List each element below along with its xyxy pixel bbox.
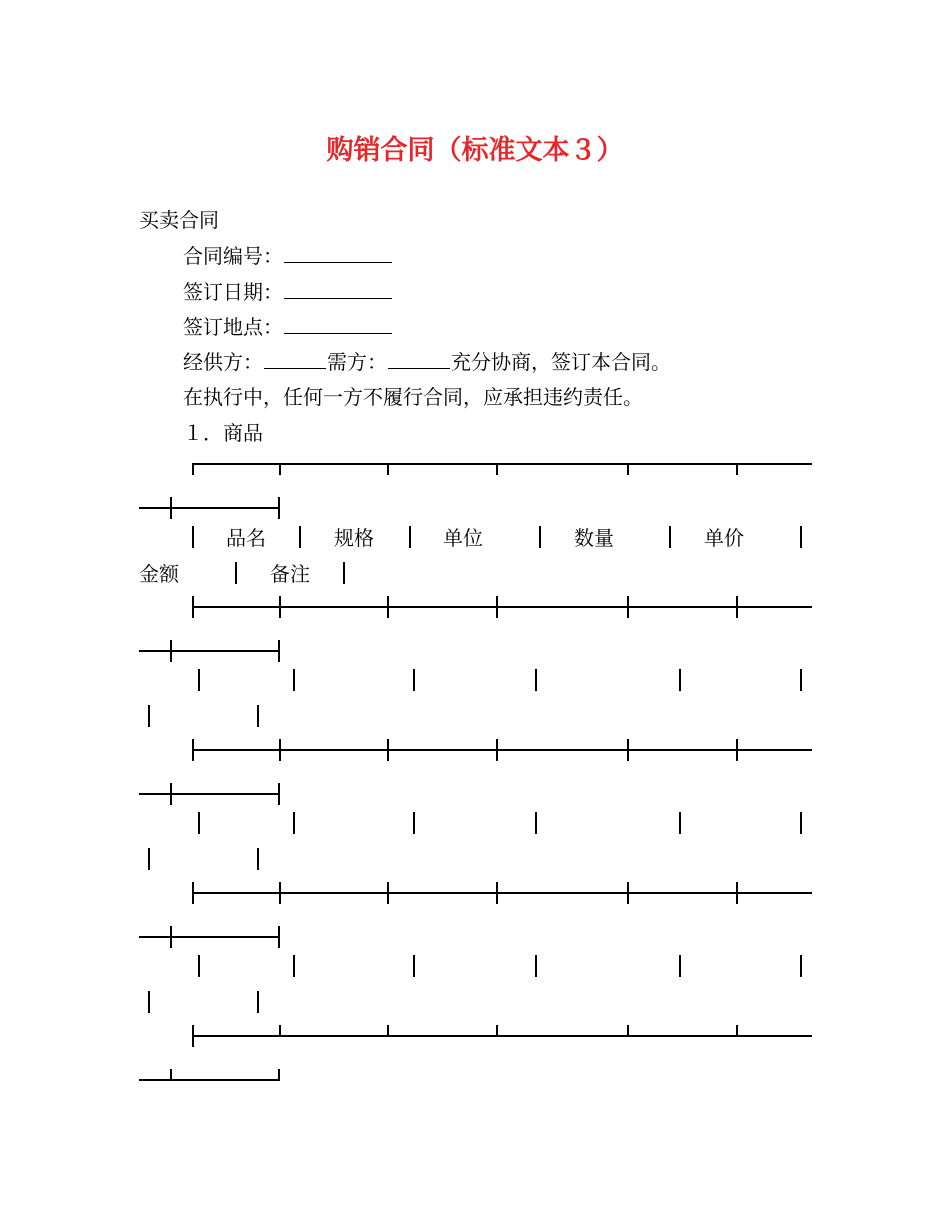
table-cell-border — [800, 669, 802, 691]
table-rule-tick — [736, 463, 738, 475]
table-rule-tick — [496, 1025, 498, 1037]
table-rule-tick — [496, 596, 498, 618]
table-rule-tick — [278, 497, 280, 519]
table-rule — [192, 463, 812, 465]
table-rule-tick — [496, 882, 498, 904]
table-cell-border — [235, 562, 237, 584]
table-rule-tick — [278, 783, 280, 805]
supplier-label: 经供方： — [183, 350, 263, 374]
table-rule-tick — [387, 596, 389, 618]
table-rule-tick — [279, 1025, 281, 1037]
table-rule-tick — [736, 739, 738, 761]
table-cell-border — [679, 812, 681, 834]
table-cell-border — [413, 955, 415, 977]
table-rule-tick — [627, 596, 629, 618]
header-cell-2: 单位 — [443, 526, 483, 550]
contract-no-label: 合同编号： — [183, 244, 283, 268]
sign-date-field[interactable] — [284, 280, 392, 299]
table-rule-tick — [627, 882, 629, 904]
table-rule-tick — [192, 463, 194, 475]
header-cell-4: 单价 — [704, 526, 744, 550]
table-cell-border — [293, 669, 295, 691]
table-cell-border — [257, 848, 259, 870]
table-cell-border — [413, 669, 415, 691]
table-rule-tick — [627, 463, 629, 475]
contract-no-field[interactable] — [284, 244, 392, 263]
table-rule-tick — [387, 1025, 389, 1037]
table-rule — [139, 650, 280, 652]
table-cell-border — [293, 812, 295, 834]
table-cell-border — [293, 955, 295, 977]
section-1-heading: １．商品 — [183, 421, 263, 445]
table-rule-tick — [278, 640, 280, 662]
table-cell-border — [669, 526, 671, 548]
table-cell-border — [148, 991, 150, 1013]
table-rule-tick — [170, 1069, 172, 1081]
table-cell-border — [299, 526, 301, 548]
table-cell-border — [535, 955, 537, 977]
contract-no-row — [183, 244, 393, 268]
header-cell-1: 规格 — [334, 526, 374, 550]
table-rule-tick — [192, 596, 194, 618]
table-rule — [192, 1035, 812, 1037]
table-rule — [139, 507, 280, 509]
table-rule-tick — [736, 596, 738, 618]
table-rule-tick — [192, 882, 194, 904]
table-cell-border — [343, 562, 345, 584]
table-rule — [139, 936, 280, 938]
table-cell-border — [192, 526, 194, 548]
table-cell-border — [148, 848, 150, 870]
supplier-field[interactable] — [264, 350, 326, 369]
table-cell-border — [800, 812, 802, 834]
table-rule-tick — [192, 739, 194, 761]
table-rule-tick — [387, 739, 389, 761]
header-cell-5: 金额 — [139, 562, 179, 586]
table-cell-border — [198, 812, 200, 834]
table-rule-tick — [736, 1025, 738, 1037]
header-cell-0: 品名 — [226, 526, 266, 550]
sign-date-label: 签订日期： — [183, 280, 283, 304]
table-rule-tick — [496, 739, 498, 761]
table-rule-tick — [279, 739, 281, 761]
table-rule-tick — [278, 926, 280, 948]
table-rule-tick — [279, 596, 281, 618]
table-rule — [192, 749, 812, 751]
table-cell-border — [198, 669, 200, 691]
table-rule-tick — [170, 783, 172, 805]
table-rule-tick — [279, 463, 281, 475]
parties-row — [183, 350, 671, 374]
buyer-field[interactable] — [388, 350, 450, 369]
table-rule — [139, 793, 280, 795]
table-rule-tick — [496, 463, 498, 475]
table-rule-tick — [192, 1025, 194, 1047]
table-cell-border — [679, 669, 681, 691]
header-cell-3: 数量 — [574, 526, 614, 550]
table-cell-border — [800, 526, 802, 548]
table-rule-tick — [387, 882, 389, 904]
table-rule-tick — [736, 882, 738, 904]
doc-type: 买卖合同 — [139, 208, 219, 232]
table-rule-tick — [279, 882, 281, 904]
buyer-label: 需方： — [327, 350, 387, 374]
header-cell-6: 备注 — [270, 562, 310, 586]
table-cell-border — [539, 526, 541, 548]
sign-place-row — [183, 315, 393, 339]
table-rule-tick — [627, 739, 629, 761]
document-title: 购销合同（标准文本３） — [326, 135, 624, 166]
table-rule-tick — [278, 1069, 280, 1081]
table-rule-tick — [170, 497, 172, 519]
sign-place-label: 签订地点： — [183, 315, 283, 339]
table-cell-border — [257, 991, 259, 1013]
table-rule-tick — [387, 463, 389, 475]
table-cell-border — [409, 526, 411, 548]
table-rule — [192, 606, 812, 608]
liability-text: 在执行中，任何一方不履行合同，应承担违约责任。 — [183, 385, 643, 409]
table-rule-tick — [170, 640, 172, 662]
sign-date-row — [183, 280, 393, 304]
table-cell-border — [535, 812, 537, 834]
table-rule — [139, 1079, 280, 1081]
table-rule-tick — [170, 926, 172, 948]
table-cell-border — [535, 669, 537, 691]
table-cell-border — [679, 955, 681, 977]
parties-tail: 充分协商，签订本合同。 — [451, 350, 671, 374]
table-cell-border — [148, 705, 150, 727]
table-cell-border — [413, 812, 415, 834]
table-cell-border — [800, 955, 802, 977]
sign-place-field[interactable] — [284, 315, 392, 334]
table-cell-border — [198, 955, 200, 977]
table-cell-border — [257, 705, 259, 727]
table-rule-tick — [627, 1025, 629, 1037]
table-rule — [192, 892, 812, 894]
